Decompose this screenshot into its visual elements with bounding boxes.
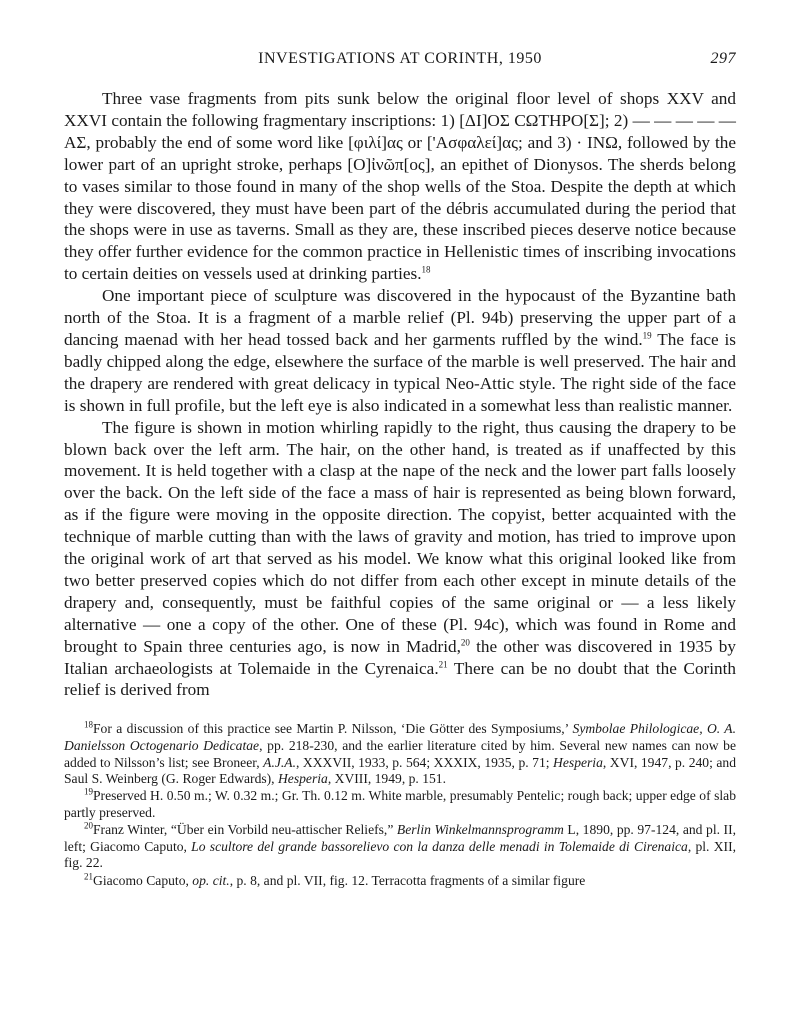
text-run: , p. 8, and pl. VII, fig. 12. Terracotta fragments of a similar figure [229, 872, 586, 888]
text-run: Three vase fragments from pits sunk below the original floor level of shops XXV and XXVI contain the following fragmentary inscriptions: 1) [ΔΙ]ΟΣ ϹΩΤΗΡΟ[Σ]; 2) — — — — — ΑΣ, probably the end of some word like [φιλί]ας or ['Ασφαλεί]ας; and 3) · ΙΝΩ, followed by the lower part of an upright stroke, perhaps [Ο]ἰνῶπ[ος], an epithet of Dionysos. The sherds belong to vases similar to those found in many of the shop wells of the Stoa. Despite the depth at which they were discovered, they must have been part of the débris accumulated during the period that the shops were in use as taverns. Small as they are, these inscribed pieces deserve notice because they offer further evidence for the common practice in Hellenistic times of inscribing invocations to certain deities on vessels used at drinking parties. [64, 89, 736, 284]
footnote-ref: 21 [438, 658, 448, 669]
running-header [64, 48, 736, 72]
footnote [64, 870, 736, 890]
footnote-ref: 20 [460, 636, 470, 647]
text-run: , pl. XII, fig. 22. [64, 838, 736, 871]
text-run: L, 1890, pp. 97-124, and pl. II, left; Giacomo Caputo, [64, 822, 737, 854]
text-run: Giacomo Caputo, [93, 872, 193, 888]
paragraph [64, 88, 736, 285]
footnote-number: 21 [84, 870, 93, 881]
running-title: INVESTIGATIONS AT CORINTH, 1950 [258, 50, 542, 67]
body-text [64, 88, 736, 701]
text-run: , XVI, 1947, p. 240; and Saul S. Weinberg (G. Roger Edwards), [64, 754, 737, 787]
italic-title: Symbolae Philologicae, O. A. Danielsson Octogenario Dedicatae [64, 721, 736, 753]
text-run: Preserved H. 0.50 m.; W. 0.32 m.; Gr. Th. 0.12 m. White marble, presumably Pentelic; rough back; upper edge of slab partly preserved. [64, 788, 736, 820]
italic-title: Berlin Winkelmannsprogramm [396, 822, 564, 838]
italic-title: Lo scultore del grande bassorelievo con la danza delle menadi in Tolemaide di Cirenaica [191, 838, 688, 854]
footnote-number: 18 [84, 719, 93, 730]
text-run: the other was discovered in 1935 by Italian archaeologists at Tolemaide in the Cyrenaica. [64, 636, 736, 678]
text-run: Franz Winter, “Über ein Vorbild neu-attischer Reliefs,” [93, 822, 397, 838]
text-run: There can be no doubt that the Corinth relief is derived from [64, 658, 736, 700]
italic-title: op. cit. [192, 872, 230, 888]
paragraph [64, 285, 736, 416]
text-run: , XVIII, 1949, p. 151. [327, 771, 447, 787]
footnote-number: 19 [84, 786, 93, 797]
text-run: , XXXVII, 1933, p. 564; XXXIX, 1935, p. 71; [295, 754, 554, 770]
footnote [64, 788, 736, 821]
paragraph [64, 417, 736, 702]
footnote-ref: 19 [642, 330, 652, 341]
italic-title: A.J.A. [263, 754, 296, 770]
text-run: One important piece of sculpture was discovered in the hypocaust of the Byzantine bath north of the Stoa. It is a fragment of a marble relief (Pl. 94b) preserving the upper part of a dancing maenad with her head tossed back and her garments ruffled by the wind. [64, 286, 736, 349]
footnotes [64, 721, 736, 889]
text-run: The figure is shown in motion whirling rapidly to the right, thus causing the drapery to be blown back over the left arm. The hair, on the other hand, is treated as if unaffected by this movement. It is held together with a clasp at the nape of the neck and the lower part falls loosely over the back. On the left side of the face a mass of hair is represented as being blown forward, as if the figure were moving in the opposite direction. The copyist, better acquainted with the technique of marble cutting than with the laws of gravity and motion, has tried to improve upon the original work of art that served as his model. We know what this original looked like from two better preserved copies which do not differ from each other except in minute details of the drapery and, consequently, must be faithful copies of the same original or — a less likely alternative — one a copy of the other. One of these (Pl. 94c), which was found in Rome and brought to Spain three centuries ago, is now in Madrid, [64, 417, 736, 656]
footnote-number: 20 [84, 820, 93, 831]
text-run: The face is badly chipped along the edge, elsewhere the surface of the marble is well preserved. The hair and the drapery are rendered with great delicacy in typical Neo-Attic style. The right side of the face is shown in full profile, but the left eye is also indicated in a somewhat less than realistic manner. [64, 329, 736, 415]
page-number: 297 [710, 50, 736, 67]
footnote [64, 822, 736, 872]
italic-title: Hesperia [277, 771, 328, 787]
footnote [64, 721, 736, 787]
text-run: For a discussion of this practice see Martin P. Nilsson, ‘Die Götter des Symposiums,’ [93, 721, 573, 737]
footnote-ref: 18 [421, 264, 431, 275]
page [64, 48, 736, 890]
text-run: , pp. 218-230, and the earlier literature cited by him. Several new names can now be added to Nilsson’s list; see Broneer, [64, 737, 737, 770]
italic-title: Hesperia [553, 754, 603, 770]
